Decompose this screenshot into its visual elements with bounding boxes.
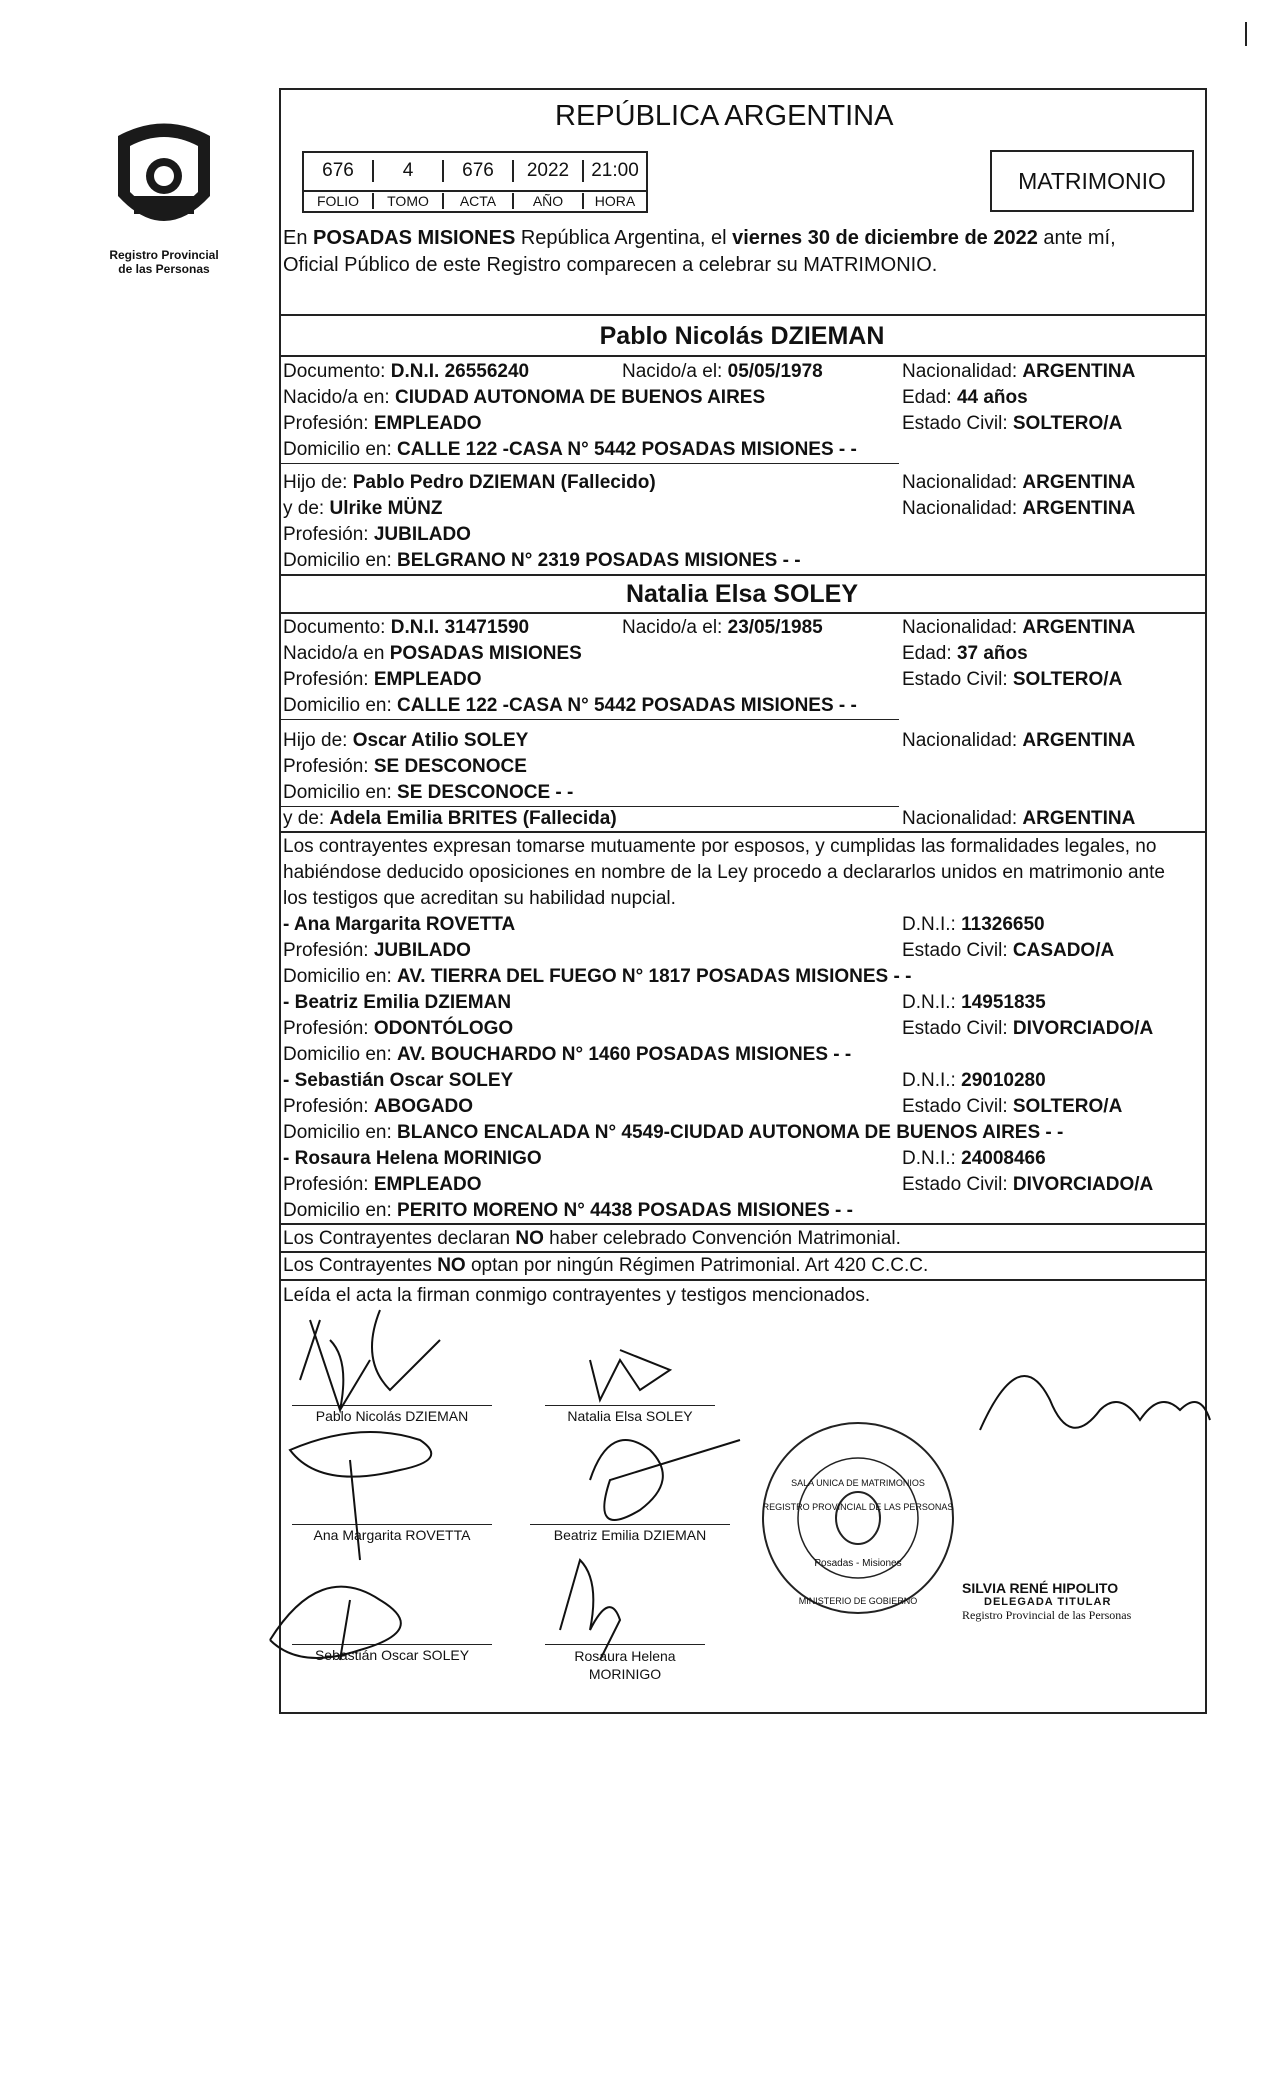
spouse2-mother-nationality [902,808,1135,830]
spouse1-doc-label: Documento: [283,361,391,382]
intro-text-b: República Argentina, el [515,227,733,249]
seal-inner-text: SALA UNICA DE MATRIMONIOS [791,1478,925,1488]
spouse1-age [902,387,1028,409]
signature-label-sebastian: Sebastián Oscar SOLEY [314,1647,470,1663]
acta-value: 676 [444,160,514,182]
spouse1-parent-profession [283,524,471,546]
spouse1-mother [283,498,442,520]
registry-caption [90,248,238,276]
spouse2-father-addr: SE DESCONOCE - - [397,782,574,803]
spouse2-father-addr-label: Domicilio en: [283,782,398,803]
spouse2-civil-value: SOLTERO/A [1012,669,1123,690]
spouse1-parent-addr: BELGRANO N° 2319 POSADAS MISIONES - - [397,550,801,571]
regime-no: NO [437,1255,466,1276]
spouse1-parent-prof: JUBILADO [373,524,471,545]
witness2-civil [902,1018,1153,1040]
witness1-dni-value: 11326650 [961,914,1045,935]
spouse2-name: Natalia Elsa SOLEY [625,580,859,608]
spouse1-nat: ARGENTINA [1022,361,1136,382]
spouse2-prof: EMPLEADO [373,669,482,690]
intro-place: POSADAS MISIONES [313,227,516,249]
page-title: REPÚBLICA ARGENTINA [555,100,894,132]
spouse1-birthplace [283,387,765,409]
witness4-civil-value: DIVORCIADO/A [1012,1174,1154,1195]
spouse2-age-value: 37 años [956,643,1028,664]
spouse1-civil-value: SOLTERO/A [1012,413,1123,434]
regime-text-b: optan por ningún Régimen Patrimonial. Art 420 C.C.C. [465,1255,929,1276]
registry-caption-line1: Registro Provincial [109,248,219,262]
witness1-civil [902,940,1114,962]
anio-value: 2022 [514,160,584,182]
spouse2-doc-label: Documento: [283,617,391,638]
witness1-dni [902,914,1045,936]
intro-date: viernes 30 de diciembre de 2022 [732,227,1038,249]
handwritten-signatures-icon [260,1300,1220,1720]
spouse1-addr-label: Domicilio en: [283,439,398,460]
act-type-box [990,150,1194,212]
registry-caption-line2: de las Personas [118,262,210,276]
spouse1-birthplace-value: CIUDAD AUTONOMA DE BUENOS AIRES [394,387,766,408]
spouse1-doc: D.N.I. 26556240 [390,361,530,382]
tomo-label: TOMO [374,193,444,209]
convention-text-b: haber celebrado Convención Matrimonial. [543,1228,901,1249]
hora-label: HORA [594,193,636,209]
scan-mark [1245,22,1247,46]
official-name: SILVIA RENÉ HIPOLITO [962,1580,1119,1596]
spouse1-civil-label: Estado Civil: [902,413,1013,434]
witness4-dni-label: D.N.I.: [902,1148,962,1169]
registry-logo [108,116,220,246]
spouse1-prof-label: Profesión: [283,413,374,434]
spouse2-father-nat: ARGENTINA [1022,730,1136,751]
spouse2-nat-label: Nacionalidad: [902,617,1023,638]
witness1-address [283,966,911,988]
witness1-addr-label: Domicilio en: [283,966,398,987]
witness2-profession [283,1018,513,1040]
spouse2-addr: CALLE 122 -CASA N° 5442 POSADAS MISIONES - - [397,695,857,716]
spouse1-father-nat-label: Nacionalidad: [902,472,1023,493]
spouse1-age-label: Edad: [902,387,957,408]
spouse1-mother-nat: ARGENTINA [1022,498,1136,519]
spouse1-mother-label: y de: [283,498,330,519]
tomo-value: 4 [374,160,444,182]
witness2-civil-label: Estado Civil: [902,1018,1013,1039]
spouse1-father-label: Hijo de: [283,472,353,493]
witness2-addr: AV. BOUCHARDO N° 1460 POSADAS MISIONES - - [397,1044,852,1065]
spouse2-mother-nat-label: Nacionalidad: [902,808,1023,829]
witness4-dni [902,1148,1046,1170]
spouse2-address [283,695,857,717]
spouse2-civil-label: Estado Civil: [902,669,1013,690]
witness3-civil-value: SOLTERO/A [1012,1096,1123,1117]
spouse2-father-profession [283,756,527,778]
seal-city: Posadas - Misiones [814,1558,902,1569]
intro-text-c: ante mí, [1037,227,1116,249]
witness1-prof: JUBILADO [373,940,471,961]
intro-line-2: Oficial Público de este Registro comparecen a celebrar su MATRIMONIO. [283,254,938,276]
spouse2-father-label: Hijo de: [283,730,353,751]
witness3-civil-label: Estado Civil: [902,1096,1013,1117]
witness2-dni-value: 14951835 [961,992,1046,1013]
official-role: DELEGADA TITULAR [984,1596,1112,1608]
declaration-line-1: Los contrayentes expresan tomarse mutuamente por esposos, y cumplidas las formalidades legales, no [283,836,1157,857]
act-type: MATRIMONIO [1018,168,1166,194]
declaration-line-3: los testigos que acreditan su habilidad nupcial. [283,888,676,909]
folio-label: FOLIO [304,193,374,209]
spouse2-father-nationality [902,730,1135,752]
spouse1-prof: EMPLEADO [373,413,482,434]
declaration-line-2: habiéndose deducido oposiciones en nombre de la Ley procedo a declararlos unidos en matrimonio ante [283,862,1165,883]
witness2-address [283,1044,851,1066]
witness2-prof: ODONTÓLOGO [373,1018,514,1039]
closing-statement: Leída el acta la firman conmigo contrayentes y testigos mencionados. [283,1285,871,1306]
spouse2-mother-value: Adela Emilia BRITES (Fallecida) [329,808,617,829]
witness2-prof-label: Profesión: [283,1018,374,1039]
witness4-addr: PERITO MORENO N° 4438 POSADAS MISIONES - - [397,1200,853,1221]
acta-label: ACTA [444,193,514,209]
spouse2-addr-label: Domicilio en: [283,695,398,716]
spouse2-father-prof-label: Profesión: [283,756,374,777]
spouse1-age-value: 44 años [956,387,1028,408]
convention-statement [283,1228,901,1250]
witness4-addr-label: Domicilio en: [283,1200,398,1221]
witness3-dni-label: D.N.I.: [902,1070,962,1091]
spouse2-mother [283,808,617,830]
spouse1-mother-nationality [902,498,1135,520]
spouse2-prof-label: Profesión: [283,669,374,690]
witness2-name: - Beatriz Emilia DZIEMAN [283,992,512,1013]
spouse1-father-value: Pablo Pedro DZIEMAN (Fallecido) [352,472,656,493]
witness3-prof-label: Profesión: [283,1096,374,1117]
witness3-name: - Sebastián Oscar SOLEY [283,1070,514,1091]
seal-bottom-text: MINISTERIO DE GOBIERNO [798,1596,918,1606]
spouse2-age [902,643,1028,665]
spouse2-civil [902,669,1122,691]
intro-text-a: En [283,227,314,249]
spouse1-birthdate [622,361,823,383]
anio-label: AÑO [514,193,584,209]
spouse1-nat-label: Nacionalidad: [902,361,1023,382]
spouse2-mother-nat: ARGENTINA [1022,808,1136,829]
witness3-civil [902,1096,1122,1118]
spouse1-nationality [902,361,1135,383]
witness4-name: - Rosaura Helena MORINIGO [283,1148,542,1169]
signature-label-beatriz: Beatriz Emilia DZIEMAN [553,1527,707,1543]
witness3-address [283,1122,1063,1144]
signature-label-pablo: Pablo Nicolás DZIEMAN [315,1408,469,1424]
witness1-addr: AV. TIERRA DEL FUEGO N° 1817 POSADAS MISIONES - - [397,966,912,987]
spouse1-name: Pablo Nicolás DZIEMAN [599,322,885,350]
official-seal [758,1418,958,1618]
seal-ring-text: REGISTRO PROVINCIAL DE LAS PERSONAS [762,1502,954,1512]
spouse2-born: 23/05/1985 [727,617,823,638]
spouse2-father-address [283,782,573,804]
witness2-civil-value: DIVORCIADO/A [1012,1018,1154,1039]
spouse1-mother-nat-label: Nacionalidad: [902,498,1023,519]
spouse1-parent-address [283,550,801,572]
official-org: Registro Provincial de las Personas [962,1608,1132,1622]
misiones-emblem-icon [108,116,220,246]
spouse2-birthplace-value: POSADAS MISIONES [389,643,582,664]
witness3-dni [902,1070,1046,1092]
signature-label-rosaura-line1: Rosaura Helena [574,1648,676,1664]
witness3-dni-value: 29010280 [961,1070,1046,1091]
spouse1-document [283,361,529,383]
witness3-prof: ABOGADO [373,1096,474,1117]
witness4-address [283,1200,853,1222]
witness4-prof-label: Profesión: [283,1174,374,1195]
record-table [302,151,648,213]
witness1-dni-label: D.N.I.: [902,914,962,935]
witness1-prof-label: Profesión: [283,940,374,961]
spouse2-doc: D.N.I. 31471590 [390,617,530,638]
spouse2-father-nat-label: Nacionalidad: [902,730,1023,751]
witness4-civil [902,1174,1153,1196]
spouse1-parent-prof-label: Profesión: [283,524,374,545]
official-stamp [962,1580,1182,1623]
convention-text-a: Los Contrayentes declaran [283,1228,516,1249]
witness4-civil-label: Estado Civil: [902,1174,1013,1195]
spouse2-nat: ARGENTINA [1022,617,1136,638]
signature-label-natalia: Natalia Elsa SOLEY [567,1408,693,1424]
witness2-addr-label: Domicilio en: [283,1044,398,1065]
spouse1-father [283,472,656,494]
spouse2-nationality [902,617,1135,639]
witness2-dni-label: D.N.I.: [902,992,962,1013]
spouse2-father [283,730,528,752]
witness1-profession [283,940,471,962]
signature-label-ana: Ana Margarita ROVETTA [313,1527,471,1543]
spouse1-profession [283,413,482,435]
spouse1-father-nationality [902,472,1135,494]
spouse1-birthplace-label: Nacido/a en: [283,387,395,408]
witness3-addr-label: Domicilio en: [283,1122,398,1143]
spouse2-age-label: Edad: [902,643,957,664]
spouse1-addr: CALLE 122 -CASA N° 5442 POSADAS MISIONES - - [397,439,857,460]
spouse2-mother-label: y de: [283,808,330,829]
spouse1-civil [902,413,1122,435]
spouse2-birthplace-label: Nacido/a en [283,643,390,664]
spouse2-father-prof: SE DESCONOCE [373,756,527,777]
spouse1-address [283,439,857,461]
spouse1-born: 05/05/1978 [727,361,823,382]
spouse2-father-value: Oscar Atilio SOLEY [352,730,529,751]
witness3-profession [283,1096,473,1118]
witness4-prof: EMPLEADO [373,1174,482,1195]
witness1-civil-label: Estado Civil: [902,940,1013,961]
spouse2-birthdate [622,617,823,639]
regime-text-a: Los Contrayentes [283,1255,438,1276]
intro-line-1 [283,227,1116,249]
spouse1-born-label: Nacido/a el: [622,361,728,382]
folio-value: 676 [304,160,374,182]
regime-statement [283,1255,928,1277]
hora-value: 21:00 [591,160,639,181]
spouse2-born-label: Nacido/a el: [622,617,728,638]
witness3-addr: BLANCO ENCALADA N° 4549-CIUDAD AUTONOMA DE BUENOS AIRES - - [397,1122,1064,1143]
spouse1-father-nat: ARGENTINA [1022,472,1136,493]
witness4-dni-value: 24008466 [961,1148,1046,1169]
seal-ring-icon [758,1418,958,1618]
signature-label-rosaura-line2: MORINIGO [588,1666,662,1682]
spouse1-mother-value: Ulrike MÜNZ [329,498,443,519]
spouse2-birthplace [283,643,582,665]
witness2-dni [902,992,1046,1014]
witness4-profession [283,1174,482,1196]
spouse1-parent-addr-label: Domicilio en: [283,550,398,571]
spouse2-profession [283,669,482,691]
spouse2-document [283,617,529,639]
witness1-civil-value: CASADO/A [1012,940,1115,961]
convention-no: NO [515,1228,544,1249]
witness1-name: - Ana Margarita ROVETTA [283,914,516,935]
